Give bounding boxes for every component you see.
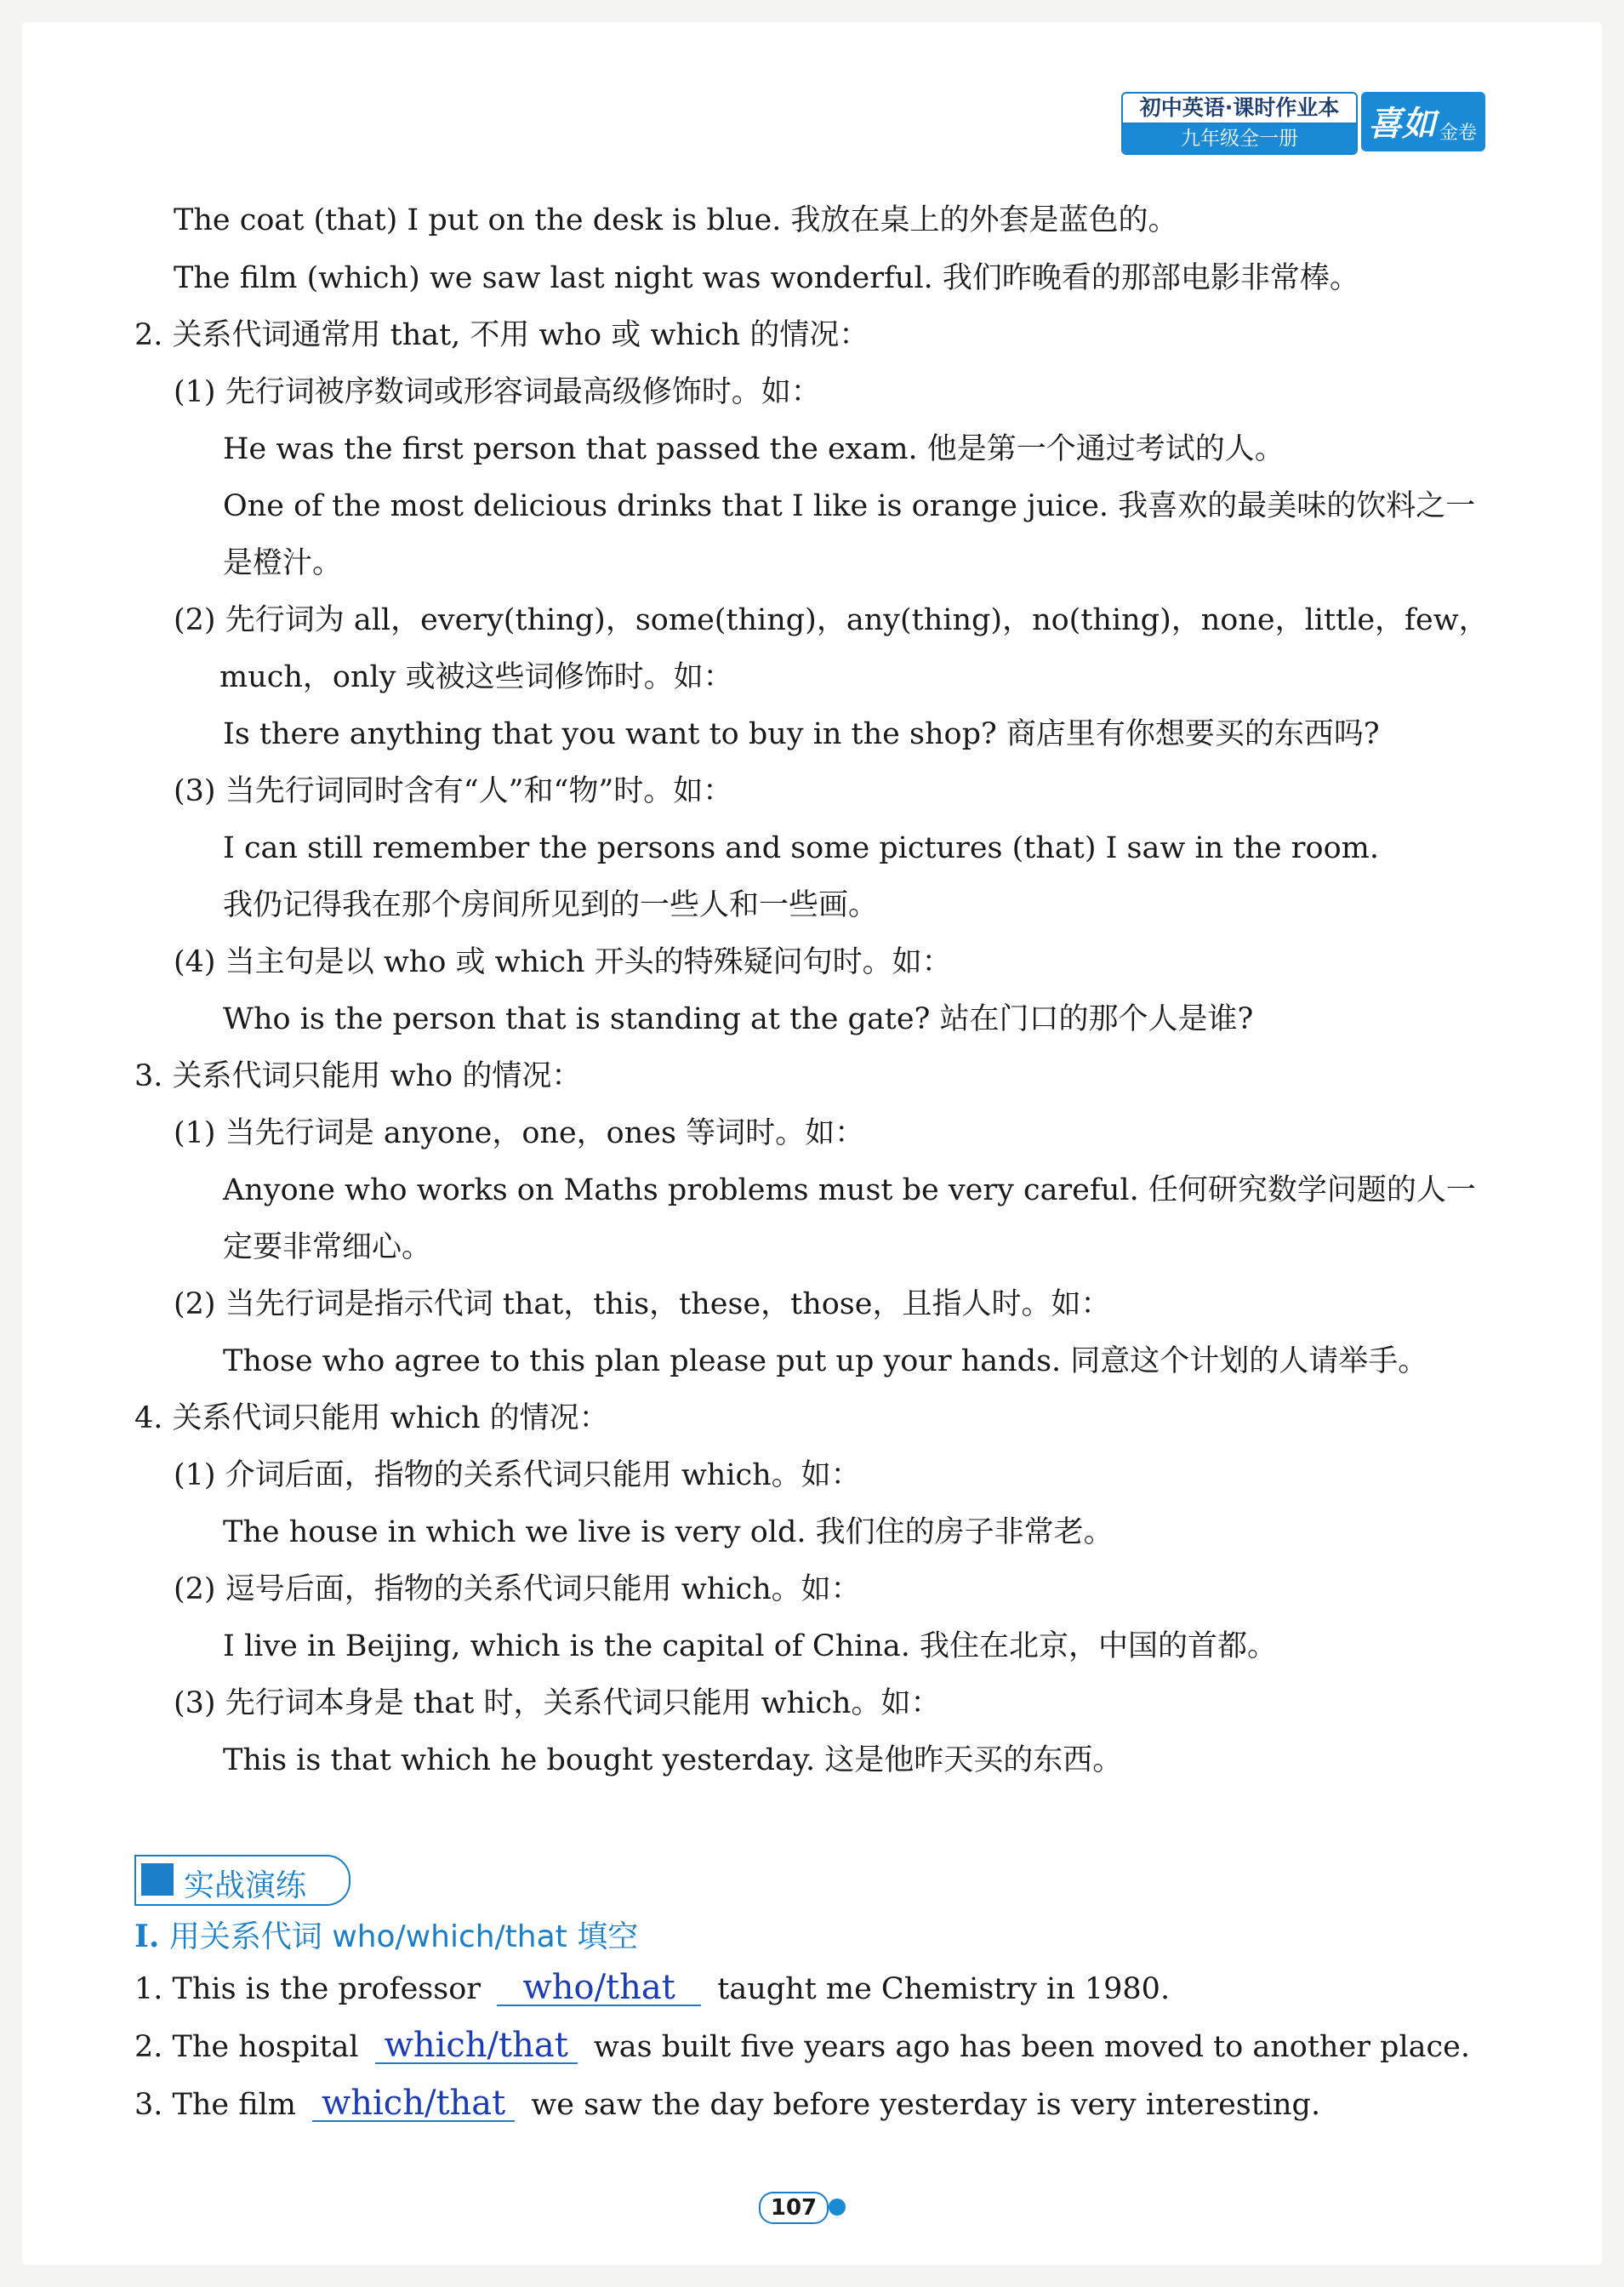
text-line: 是橙汁。 bbox=[223, 546, 343, 580]
text-line: The coat (that) I put on the desk is blue. 我放在桌上的外套是蓝色的。 bbox=[174, 203, 1178, 237]
question-text-after: taught me Chemistry in 1980. bbox=[717, 1972, 1171, 2006]
page-number-label: 107 bbox=[759, 2192, 829, 2224]
text-line: The house in which we live is very old. 我们住的房子非常老。 bbox=[223, 1515, 1114, 1549]
question-text-after: we saw the day before yesterday is very interesting. bbox=[531, 2088, 1321, 2122]
text-line: 3. 关系代词只能用 who 的情况： bbox=[134, 1059, 582, 1093]
text-line: 定要非常细心。 bbox=[223, 1230, 432, 1264]
text-line: Who is the person that is standing at the gate? 站在门口的那个人是谁? bbox=[223, 1002, 1254, 1036]
text-line: This is that which he bought yesterday. 这是他昨天买的东西。 bbox=[223, 1743, 1123, 1777]
series-title: 初中英语·课时作业本 bbox=[1123, 94, 1356, 124]
logo-sub: 金卷 bbox=[1439, 123, 1477, 144]
book-header bbox=[1121, 92, 1485, 151]
text-line: Those who agree to this plan please put up your hands. 同意这个计划的人请举手。 bbox=[223, 1344, 1428, 1378]
question-2 bbox=[134, 2028, 1470, 2065]
text-line: One of the most delicious drinks that I like is orange juice. 我喜欢的最美味的饮料之一 bbox=[223, 489, 1476, 523]
page-number bbox=[759, 2192, 847, 2222]
answer-blank[interactable]: which/that bbox=[375, 2028, 578, 2064]
publisher-logo bbox=[1361, 92, 1485, 151]
question-text-before: 2. The hospital bbox=[134, 2030, 359, 2064]
text-line: (4) 当主句是以 who 或 which 开头的特殊疑问句时。如： bbox=[174, 945, 952, 979]
text-line: (1) 先行词被序数词或形容词最高级修饰时。如： bbox=[174, 375, 821, 409]
text-line: He was the first person that passed the exam. 他是第一个通过考试的人。 bbox=[223, 432, 1285, 466]
text-line: (1) 当先行词是 anyone，one，ones 等词时。如： bbox=[174, 1116, 865, 1150]
exercise-title: 用关系代词 who/which/that 填空 bbox=[168, 1919, 639, 1954]
section-title: 实战演练 bbox=[184, 1868, 307, 1903]
answer-blank[interactable]: who/that bbox=[497, 1970, 701, 2006]
text-line: (3) 当先行词同时含有“人”和“物”时。如： bbox=[174, 774, 733, 808]
text-line: I can still remember the persons and some pictures (that) I saw in the room. bbox=[223, 831, 1379, 865]
text-line: (2) 当先行词是指示代词 that，this，these，those，且指人时。如： bbox=[174, 1287, 1111, 1321]
text-line: Is there anything that you want to buy in the shop? 商店里有你想要买的东西吗? bbox=[223, 717, 1380, 751]
text-line: I live in Beijing, which is the capital of China. 我住在北京，中国的首都。 bbox=[223, 1629, 1278, 1663]
series-label-box bbox=[1121, 92, 1358, 155]
grade-label: 九年级全一册 bbox=[1123, 124, 1356, 153]
text-line: 我仍记得我在那个房间所见到的一些人和一些画。 bbox=[223, 888, 879, 922]
exercise-heading bbox=[134, 1913, 638, 1956]
answer-blank[interactable]: which/that bbox=[312, 2086, 515, 2122]
question-text-before: 1. This is the professor bbox=[134, 1972, 482, 2006]
text-line: 4. 关系代词只能用 which 的情况： bbox=[134, 1401, 609, 1435]
text-line: much，only 或被这些词修饰时。如： bbox=[219, 660, 733, 694]
section-banner bbox=[134, 1855, 350, 1906]
text-line: (2) 逗号后面，指物的关系代词只能用 which。如： bbox=[174, 1572, 861, 1606]
question-1 bbox=[134, 1970, 1170, 2007]
exercise-numeral: I. bbox=[134, 1919, 160, 1954]
page-dot-icon bbox=[829, 2199, 846, 2216]
text-line: (2) 先行词为 all，every(thing)，some(thing)，any(thing)，no(thing)，none，little，few， bbox=[174, 603, 1489, 637]
text-line: Anyone who works on Maths problems must be very careful. 任何研究数学问题的人一 bbox=[223, 1173, 1476, 1207]
text-line: (1) 介词后面，指物的关系代词只能用 which。如： bbox=[174, 1458, 861, 1492]
question-text-after: was built five years ago has been moved to another place. bbox=[593, 2030, 1470, 2064]
section-square-icon bbox=[141, 1863, 174, 1896]
logo-text: 喜如 bbox=[1368, 104, 1436, 144]
text-line: The film (which) we saw last night was wonderful. 我们昨晚看的那部电影非常棒。 bbox=[174, 261, 1359, 295]
text-line: 2. 关系代词通常用 that, 不用 who 或 which 的情况： bbox=[134, 318, 869, 352]
question-text-before: 3. The film bbox=[134, 2088, 296, 2122]
text-line: (3) 先行词本身是 that 时，关系代词只能用 which。如： bbox=[174, 1686, 941, 1720]
question-3 bbox=[134, 2086, 1320, 2123]
